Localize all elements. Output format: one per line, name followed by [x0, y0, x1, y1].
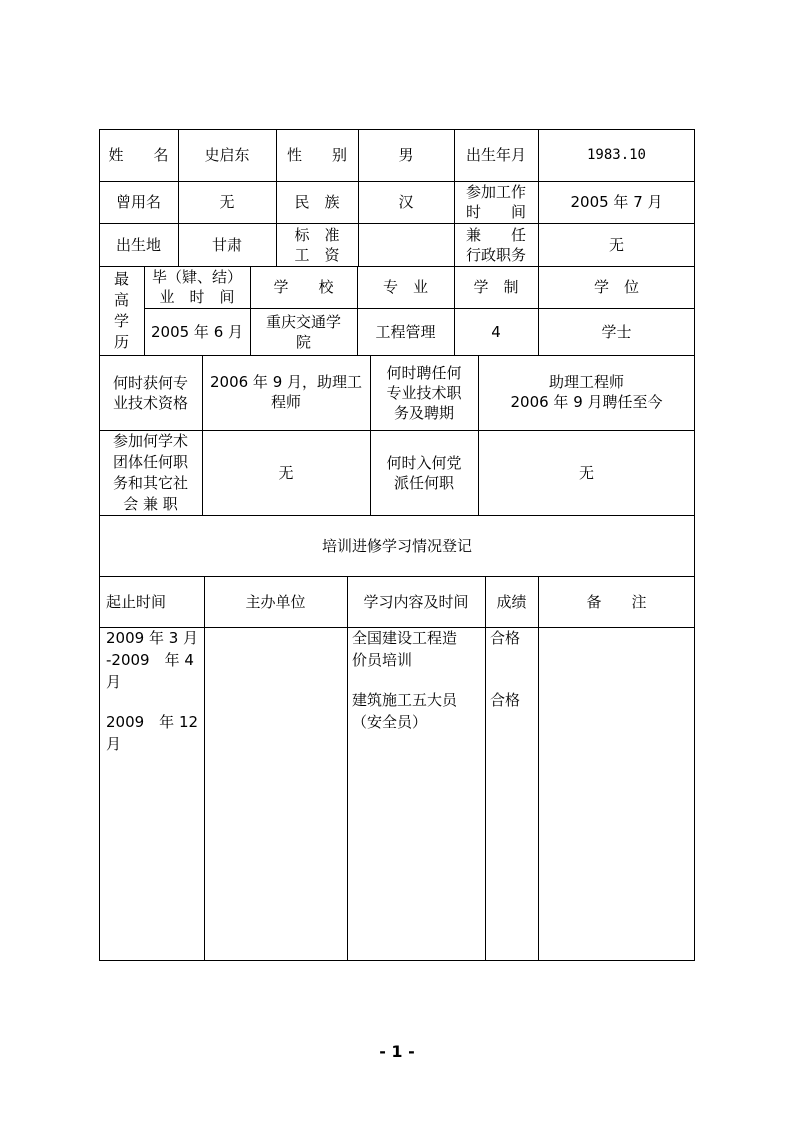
duration-label: 学 制 — [473, 278, 519, 296]
salary-value — [358, 223, 454, 266]
organizer-header: 主办单位 — [245, 592, 306, 611]
school-label: 学 校 — [273, 278, 334, 296]
birth-value: 1983.10 — [586, 147, 646, 163]
salary-label: 标 准 工 资 — [294, 225, 340, 264]
col-divider — [204, 576, 205, 961]
training-entry-period: 2009 年 3 月 -2009 年 4 月 — [106, 629, 199, 691]
grad-time-label: 毕（肄、结） 业 时 间 — [151, 268, 242, 306]
page-number: - 1 - — [379, 1042, 415, 1061]
education-section-label: 最 高 学 历 — [113, 269, 129, 351]
qualification-obtained-value: 2006 年 9 月，助理工 程师 — [209, 373, 363, 411]
admin-post-label: 兼 任 行政职务 — [465, 225, 526, 264]
appointment-label: 何时聘任何 专业技术职 务及聘期 — [386, 363, 462, 422]
birth-label: 出生年月 — [465, 146, 526, 164]
col-divider — [347, 576, 348, 961]
party-label: 何时入何党 派任何职 — [386, 454, 462, 492]
remark-header: 备 注 — [586, 592, 647, 611]
major-label: 专 业 — [382, 278, 428, 296]
birthplace-value: 甘肃 — [211, 235, 242, 254]
appointment-value: 助理工程师 2006 年 9 月聘任至今 — [510, 373, 663, 411]
training-entry-result: 合格 — [490, 629, 521, 647]
ethnicity-value: 汉 — [398, 193, 414, 211]
gender-label: 性 别 — [286, 146, 347, 164]
period-header: 起止时间 — [106, 592, 167, 611]
name-label: 姓 名 — [108, 146, 169, 164]
degree-label: 学 位 — [593, 278, 639, 296]
school-value: 重庆交通学 院 — [265, 312, 341, 351]
col-divider — [538, 576, 539, 961]
result-header: 成绩 — [496, 592, 527, 611]
training-title: 培训进修学习情况登记 — [321, 536, 472, 555]
content-header: 学习内容及时间 — [363, 592, 469, 611]
qualification-obtained-label: 何时获何专 业技术资格 — [112, 373, 188, 412]
training-entry-result: 合格 — [490, 691, 521, 709]
duration-value: 4 — [491, 322, 501, 341]
society-value: 无 — [278, 464, 294, 482]
birthplace-label: 出生地 — [115, 235, 161, 254]
training-entry-content: 建筑施工五大员 （安全员） — [352, 691, 458, 731]
col-divider — [485, 576, 486, 961]
society-label: 参加何学术 团体任何职 务和其它社 会 兼 职 — [112, 432, 188, 513]
admin-post-value: 无 — [608, 235, 624, 254]
major-value: 工程管理 — [375, 322, 436, 341]
gender-value: 男 — [398, 146, 414, 164]
party-value: 无 — [578, 464, 594, 482]
training-entry-period: 2009 年 12 月 — [106, 713, 199, 753]
former-name-value: 无 — [219, 193, 235, 211]
grad-time-value: 2005 年 6 月 — [150, 322, 244, 341]
work-start-value: 2005 年 7 月 — [570, 193, 663, 211]
ethnicity-label: 民 族 — [294, 193, 340, 211]
degree-value: 学士 — [601, 322, 632, 341]
work-start-label: 参加工作 时 间 — [465, 183, 526, 221]
training-entry-content: 全国建设工程造 价员培训 — [352, 629, 458, 669]
former-name-label: 曾用名 — [115, 193, 161, 211]
name-value: 史启东 — [204, 146, 250, 164]
